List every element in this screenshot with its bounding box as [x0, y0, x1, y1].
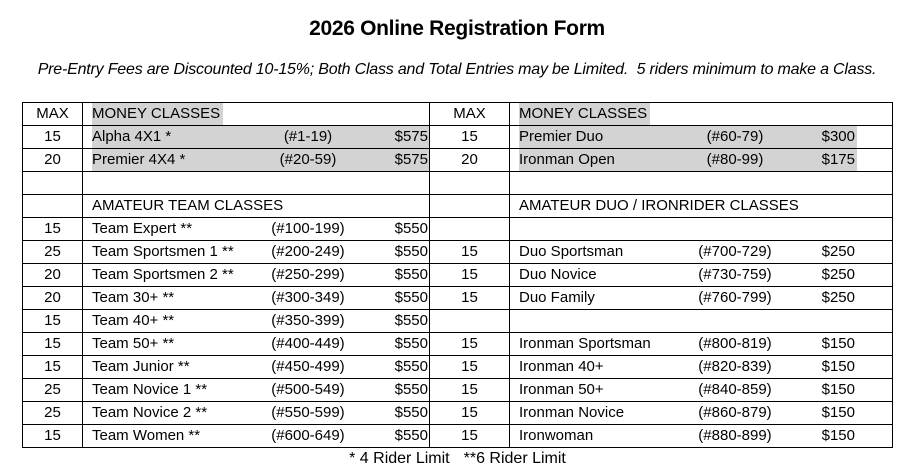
max-cell [430, 218, 510, 241]
max-cell [23, 172, 83, 195]
class-entry [519, 126, 857, 148]
class-number-range: (#400-449) [271, 335, 345, 352]
class-name: Duo Sportsman [519, 243, 624, 260]
class-price: $550 [394, 358, 428, 375]
class-price: $150 [821, 404, 855, 421]
money-classes-header: MONEY CLASSES [519, 103, 650, 125]
class-number-range: (#700-729) [698, 243, 772, 260]
max-cell: 15 [23, 333, 83, 356]
class-cell [510, 402, 893, 425]
table-row [23, 126, 893, 149]
class-name: Team Women ** [92, 427, 201, 444]
class-entry [92, 287, 430, 309]
class-cell [83, 241, 430, 264]
class-number-range: (#820-839) [698, 358, 772, 375]
class-cell [510, 379, 893, 402]
class-name: Alpha 4X1 * [92, 128, 172, 145]
max-cell: 15 [430, 287, 510, 310]
class-entry [92, 264, 430, 286]
class-price: $250 [821, 266, 855, 283]
max-cell: 20 [23, 149, 83, 172]
class-entry [92, 149, 430, 171]
class-entry [92, 310, 430, 332]
class-name: Team Junior ** [92, 358, 190, 375]
class-entry [92, 356, 430, 378]
class-price: $550 [394, 335, 428, 352]
class-cell [510, 218, 893, 241]
class-price: $150 [821, 358, 855, 375]
class-price: $250 [821, 289, 855, 306]
class-name: Ironman Open [519, 151, 615, 168]
class-cell [83, 218, 430, 241]
class-price: $150 [821, 381, 855, 398]
table-row [23, 195, 893, 218]
max-cell: 15 [430, 241, 510, 264]
class-price: $575 [394, 151, 428, 168]
table-row [23, 241, 893, 264]
class-entry [519, 402, 857, 424]
table-row [23, 149, 893, 172]
table-row [23, 287, 893, 310]
class-number-range: (#300-349) [271, 289, 345, 306]
registration-table [22, 102, 893, 448]
table-row [23, 402, 893, 425]
class-entry [519, 241, 857, 263]
class-cell [510, 310, 893, 333]
class-cell [83, 356, 430, 379]
class-cell [83, 149, 430, 172]
table-row [23, 218, 893, 241]
class-name: Team Novice 2 ** [92, 404, 208, 421]
class-cell [510, 195, 893, 218]
class-number-range: (#60-79) [706, 128, 764, 145]
max-cell: 20 [23, 287, 83, 310]
max-cell: 15 [430, 425, 510, 448]
class-price: $550 [394, 289, 428, 306]
class-entry [519, 333, 857, 355]
class-name: Premier Duo [519, 128, 604, 145]
class-entry [92, 425, 430, 447]
class-name: Duo Novice [519, 266, 597, 283]
class-number-range: (#550-599) [271, 404, 345, 421]
class-name: Ironman Novice [519, 404, 625, 421]
class-name: Team 30+ ** [92, 289, 175, 306]
class-entry [92, 126, 430, 148]
class-number-range: (#860-879) [698, 404, 772, 421]
class-name: Team Expert ** [92, 220, 193, 237]
max-cell: MAX [23, 103, 83, 126]
table-row [23, 333, 893, 356]
class-cell [83, 379, 430, 402]
max-cell: 15 [430, 402, 510, 425]
max-cell: 25 [23, 241, 83, 264]
money-classes-header: MONEY CLASSES [92, 103, 223, 125]
class-entry [92, 402, 430, 424]
class-cell [510, 425, 893, 448]
max-cell [430, 310, 510, 333]
class-cell [510, 241, 893, 264]
class-name: Ironman 50+ [519, 381, 604, 398]
class-cell [510, 356, 893, 379]
class-price: $250 [821, 243, 855, 260]
rider-limit-footnotes [22, 450, 893, 468]
class-name: Duo Family [519, 289, 595, 306]
class-name: Ironwoman [519, 427, 594, 444]
max-cell: 15 [430, 356, 510, 379]
max-cell: 15 [23, 425, 83, 448]
class-number-range: (#1-19) [283, 128, 333, 145]
class-number-range: (#350-399) [271, 312, 345, 329]
class-number-range: (#450-499) [271, 358, 345, 375]
class-name: Team Novice 1 ** [92, 381, 208, 398]
class-number-range: (#600-649) [271, 427, 345, 444]
class-cell [510, 333, 893, 356]
class-cell [510, 149, 893, 172]
class-cell [510, 264, 893, 287]
max-cell: 15 [430, 264, 510, 287]
class-number-range: (#880-899) [698, 427, 772, 444]
section-header: AMATEUR TEAM CLASSES [92, 197, 284, 214]
class-price: $175 [821, 151, 855, 168]
class-name: Team 50+ ** [92, 335, 175, 352]
class-price: $300 [821, 128, 855, 145]
class-cell [83, 287, 430, 310]
class-number-range: (#200-249) [271, 243, 345, 260]
class-cell [83, 172, 430, 195]
max-cell: MAX [430, 103, 510, 126]
class-cell [510, 172, 893, 195]
class-entry [92, 379, 430, 401]
class-entry [519, 425, 857, 447]
class-number-range: (#250-299) [271, 266, 345, 283]
class-number-range: (#100-199) [271, 220, 345, 237]
max-cell: 25 [23, 379, 83, 402]
class-name: Ironman Sportsman [519, 335, 651, 352]
class-name: Team 40+ ** [92, 312, 175, 329]
max-cell: 20 [23, 264, 83, 287]
footnote-4-rider-limit: * 4 Rider Limit [349, 450, 450, 467]
table-row [23, 103, 893, 126]
max-cell: 15 [23, 310, 83, 333]
table-row [23, 425, 893, 448]
class-cell [83, 264, 430, 287]
class-number-range: (#80-99) [706, 151, 764, 168]
table-row [23, 264, 893, 287]
class-entry [519, 149, 857, 171]
class-name: Team Sportsmen 1 ** [92, 243, 234, 260]
class-entry [92, 218, 430, 240]
class-cell [83, 402, 430, 425]
class-cell [510, 287, 893, 310]
class-cell [510, 103, 893, 126]
class-price: $550 [394, 427, 428, 444]
class-cell [83, 195, 430, 218]
class-name: Ironman 40+ [519, 358, 604, 375]
class-number-range: (#760-799) [698, 289, 772, 306]
class-number-range: (#840-859) [698, 381, 772, 398]
max-cell: 15 [430, 126, 510, 149]
class-entry [92, 241, 430, 263]
class-name: Premier 4X4 * [92, 151, 186, 168]
class-number-range: (#20-59) [279, 151, 337, 168]
class-cell [510, 126, 893, 149]
class-entry [519, 379, 857, 401]
table-row [23, 379, 893, 402]
max-cell: 15 [430, 379, 510, 402]
table-row [23, 172, 893, 195]
max-cell [23, 195, 83, 218]
class-price: $575 [394, 128, 428, 145]
class-price: $150 [821, 427, 855, 444]
class-entry [519, 356, 857, 378]
max-cell: 15 [430, 333, 510, 356]
class-price: $550 [394, 243, 428, 260]
class-entry [519, 287, 857, 309]
class-entry [519, 264, 857, 286]
section-header: AMATEUR DUO / IRONRIDER CLASSES [519, 197, 799, 214]
class-number-range: (#500-549) [271, 381, 345, 398]
class-price: $550 [394, 381, 428, 398]
class-cell [83, 425, 430, 448]
max-cell: 25 [23, 402, 83, 425]
max-cell: 15 [23, 126, 83, 149]
table-row [23, 356, 893, 379]
class-cell [83, 103, 430, 126]
max-cell: 15 [23, 218, 83, 241]
max-cell: 20 [430, 149, 510, 172]
table-row [23, 310, 893, 333]
class-number-range: (#800-819) [698, 335, 772, 352]
class-entry [92, 333, 430, 355]
class-price: $550 [394, 404, 428, 421]
page-title: 2026 Online Registration Form [309, 17, 605, 40]
class-price: $150 [821, 335, 855, 352]
class-number-range: (#730-759) [698, 266, 772, 283]
class-price: $550 [394, 312, 428, 329]
class-price: $550 [394, 220, 428, 237]
fees-note: Pre-Entry Fees are Discounted 10-15%; Both Class and Total Entries may be Limited. 5 riders minimum to make a Class. [37, 61, 877, 78]
max-cell [430, 195, 510, 218]
max-cell [430, 172, 510, 195]
class-cell [83, 310, 430, 333]
footnote-6-rider-limit: **6 Rider Limit [463, 450, 566, 467]
class-name: Team Sportsmen 2 ** [92, 266, 234, 283]
class-price: $550 [394, 266, 428, 283]
max-cell: 15 [23, 356, 83, 379]
class-cell [83, 333, 430, 356]
class-cell [83, 126, 430, 149]
